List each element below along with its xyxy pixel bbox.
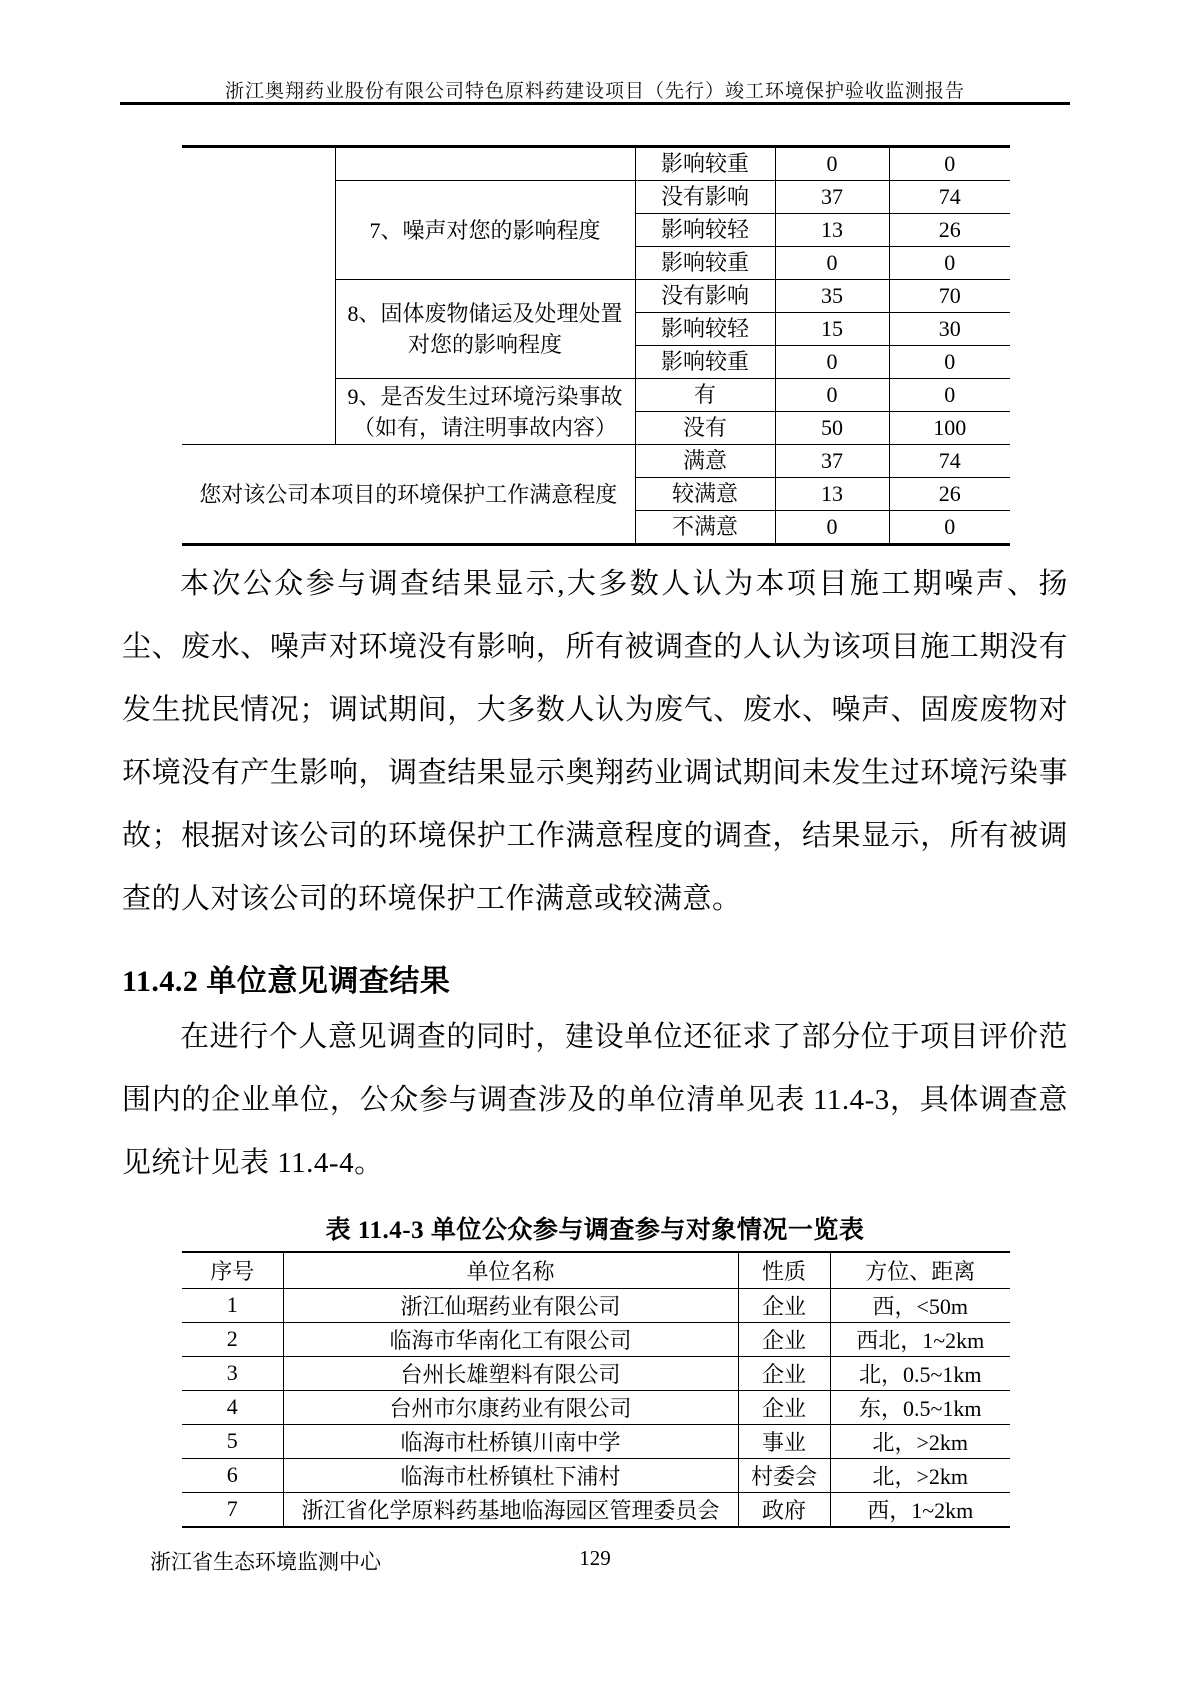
survey-option: 没有 (635, 412, 775, 445)
table-row (182, 1492, 1010, 1527)
column-header-direction-distance: 方位、距离 (830, 1252, 1010, 1288)
column-header-serial: 序号 (182, 1252, 283, 1288)
survey-percent: 70 (889, 280, 1010, 313)
unit-direction-distance: 北，>2km (830, 1424, 1010, 1458)
unit-direction-distance: 西北，1~2km (830, 1322, 1010, 1356)
unit-nature: 事业 (738, 1424, 830, 1458)
survey-percent: 0 (889, 511, 1010, 545)
survey-option: 影响较轻 (635, 313, 775, 346)
survey-option: 没有影响 (635, 181, 775, 214)
survey-question-8: 8、固体废物储运及处理处置对您的影响程度 (335, 280, 635, 379)
survey-count: 50 (775, 412, 889, 445)
unit-serial: 4 (182, 1390, 283, 1424)
table-row (182, 1390, 1010, 1424)
survey-option: 影响较轻 (635, 214, 775, 247)
unit-serial: 5 (182, 1424, 283, 1458)
survey-results-table (182, 145, 1010, 546)
survey-option: 不满意 (635, 511, 775, 545)
survey-option: 有 (635, 379, 775, 412)
unit-direction-distance: 西，1~2km (830, 1492, 1010, 1527)
survey-option: 满意 (635, 445, 775, 478)
table-row (182, 1458, 1010, 1492)
unit-name: 台州市尔康药业有限公司 (283, 1390, 738, 1424)
units-table (182, 1251, 1010, 1528)
unit-direction-distance: 西，<50m (830, 1288, 1010, 1322)
unit-nature: 企业 (738, 1356, 830, 1390)
survey-count: 0 (775, 247, 889, 280)
table-row (182, 1288, 1010, 1322)
unit-name: 临海市华南化工有限公司 (283, 1322, 738, 1356)
unit-serial: 1 (182, 1288, 283, 1322)
table-row (182, 1322, 1010, 1356)
survey-percent: 0 (889, 147, 1010, 181)
survey-count: 0 (775, 147, 889, 181)
unit-name: 临海市杜桥镇川南中学 (283, 1424, 738, 1458)
survey-percent: 0 (889, 346, 1010, 379)
survey-question-9: 9、是否发生过环境污染事故（如有，请注明事故内容） (335, 379, 635, 445)
unit-direction-distance: 北，>2km (830, 1458, 1010, 1492)
unit-name: 浙江仙琚药业有限公司 (283, 1288, 738, 1322)
column-header-nature: 性质 (738, 1252, 830, 1288)
survey-percent: 0 (889, 247, 1010, 280)
survey-percent: 74 (889, 181, 1010, 214)
survey-option: 影响较重 (635, 346, 775, 379)
unit-name: 临海市杜桥镇杜下浦村 (283, 1458, 738, 1492)
survey-count: 37 (775, 181, 889, 214)
survey-percent: 100 (889, 412, 1010, 445)
survey-question-satisfaction: 您对该公司本项目的环境保护工作满意程度 (182, 445, 635, 545)
survey-percent: 30 (889, 313, 1010, 346)
paragraph-unit-survey-intro: 在进行个人意见调查的同时，建设单位还征求了部分位于项目评价范围内的企业单位，公众参与调查涉及的单位清单见表 11.4-3，具体调查意见统计见表 11.4-4。 (122, 1021, 1068, 1179)
survey-count: 13 (775, 478, 889, 511)
unit-nature: 村委会 (738, 1458, 830, 1492)
survey-percent: 0 (889, 379, 1010, 412)
unit-nature: 政府 (738, 1492, 830, 1527)
unit-name: 台州长雄塑料有限公司 (283, 1356, 738, 1390)
table-header-row (182, 1252, 1010, 1288)
survey-count: 0 (775, 379, 889, 412)
unit-serial: 2 (182, 1322, 283, 1356)
unit-direction-distance: 北，0.5~1km (830, 1356, 1010, 1390)
survey-category-cell (182, 147, 335, 445)
unit-nature: 企业 (738, 1322, 830, 1356)
survey-percent: 26 (889, 214, 1010, 247)
survey-count: 35 (775, 280, 889, 313)
header-rule (120, 102, 1070, 105)
footer-page-number: 129 (579, 1546, 611, 1570)
unit-direction-distance: 东，0.5~1km (830, 1390, 1010, 1424)
survey-percent: 74 (889, 445, 1010, 478)
survey-count: 13 (775, 214, 889, 247)
survey-percent: 26 (889, 478, 1010, 511)
survey-count: 37 (775, 445, 889, 478)
survey-count: 0 (775, 511, 889, 545)
survey-option: 没有影响 (635, 280, 775, 313)
header-title: 浙江奥翔药业股份有限公司特色原料药建设项目（先行）竣工环境保护验收监测报告 (224, 81, 965, 102)
unit-serial: 7 (182, 1492, 283, 1527)
table-row (182, 1356, 1010, 1390)
paragraph-survey-summary: 本次公众参与调查结果显示,大多数人认为本项目施工期噪声、扬尘、废水、噪声对环境没有影响，所有被调查的人认为该项目施工期没有发生扰民情况；调试期间，大多数人认为废气、废水、噪声、固废废物对环境没有产生影响，调查结果显示奥翔药业调试期间未发生过环境污染事故；根据对该公司的环境保护工作满意程度的调查，结果显示，所有被调查的人对该公司的环境保护工作满意或较满意。 (122, 568, 1068, 915)
unit-nature: 企业 (738, 1288, 830, 1322)
unit-name: 浙江省化学原料药基地临海园区管理委员会 (283, 1492, 738, 1527)
survey-count: 15 (775, 313, 889, 346)
survey-question-7: 7、噪声对您的影响程度 (335, 181, 635, 280)
table-row (182, 1424, 1010, 1458)
survey-option: 较满意 (635, 478, 775, 511)
unit-nature: 企业 (738, 1390, 830, 1424)
survey-option: 影响较重 (635, 247, 775, 280)
table-row (182, 147, 1010, 181)
footer-organization: 浙江省生态环境监测中心 (150, 1550, 381, 1574)
survey-count: 0 (775, 346, 889, 379)
section-heading-11-4-2: 11.4.2 单位意见调查结果 (122, 965, 451, 998)
survey-question-6-continued (335, 147, 635, 181)
table-row (182, 445, 1010, 478)
unit-serial: 3 (182, 1356, 283, 1390)
unit-serial: 6 (182, 1458, 283, 1492)
table-11-4-3-caption: 表 11.4-3 单位公众参与调查参与对象情况一览表 (325, 1217, 865, 1244)
column-header-unit-name: 单位名称 (283, 1252, 738, 1288)
survey-option: 影响较重 (635, 147, 775, 181)
